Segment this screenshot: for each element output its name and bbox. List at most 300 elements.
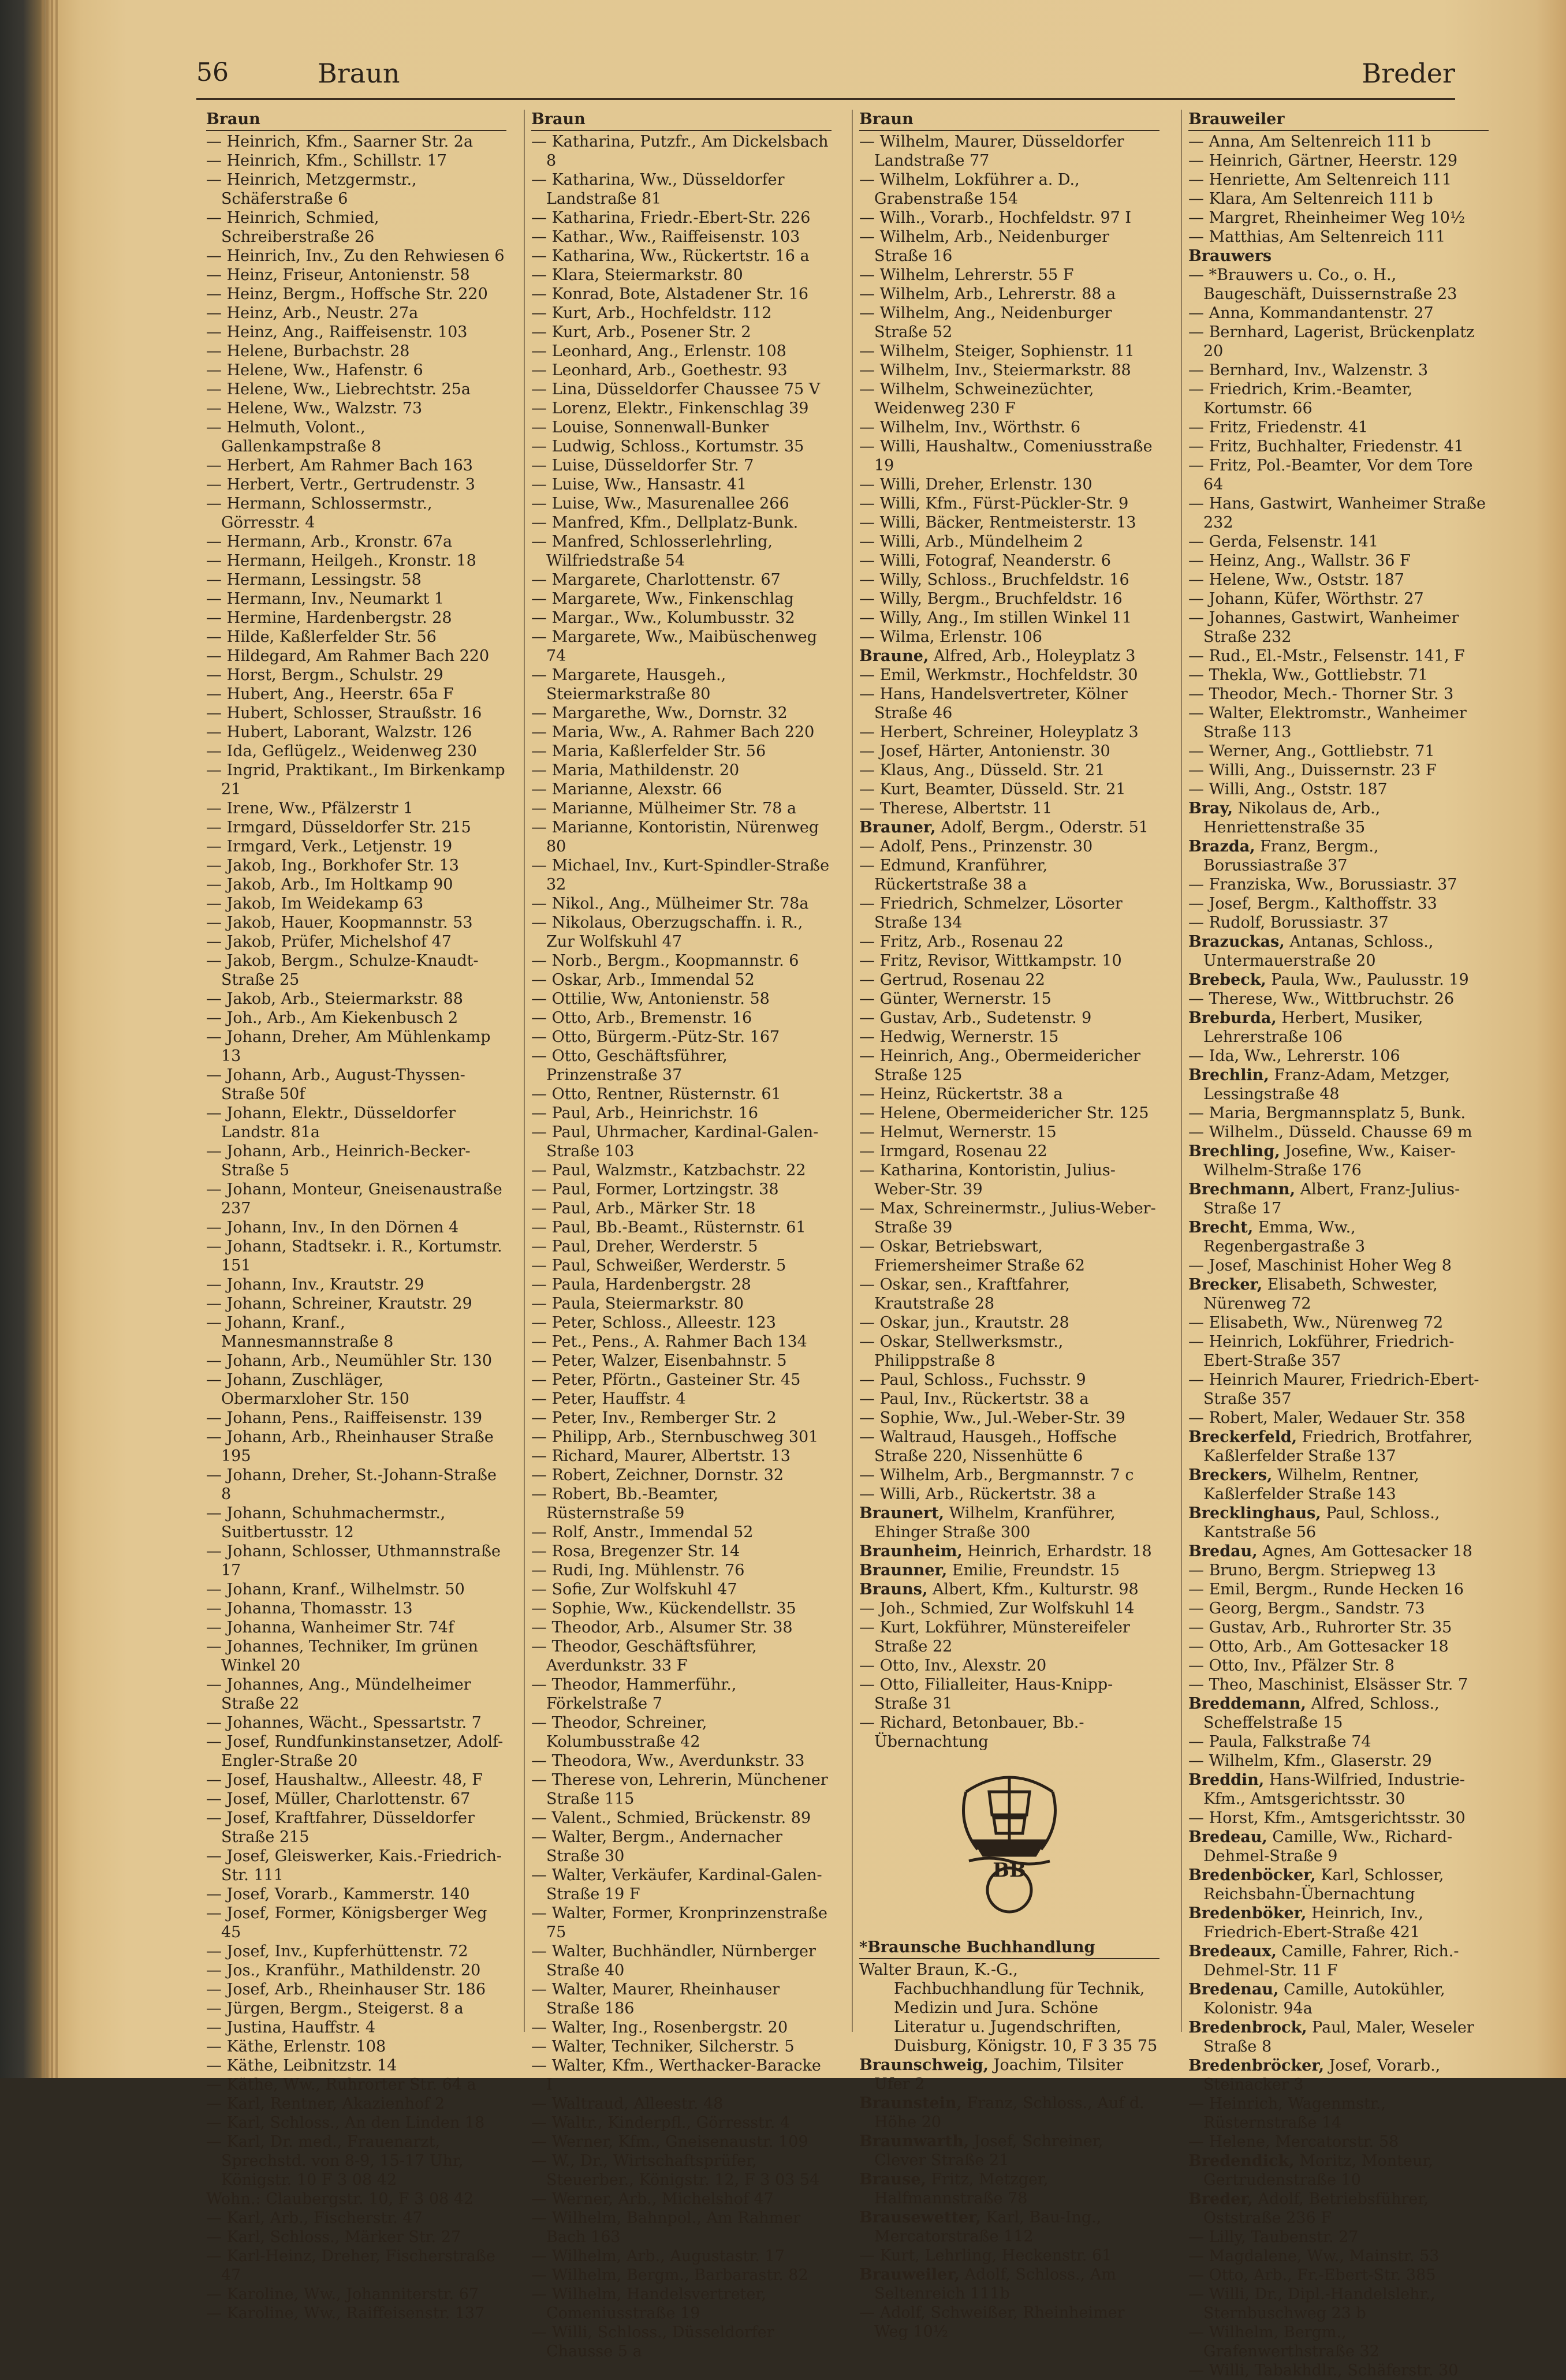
directory-entry <box>859 761 1159 780</box>
directory-entry <box>531 1980 832 2018</box>
entry-text: — Paul, Walzmstr., Katzbachstr. 22 <box>531 1161 806 1179</box>
entry-text: — Paul, Uhrmacher, Kardinal-Galen-Straße 103 <box>531 1123 819 1160</box>
entry-text: — Kurt, Beamter, Düsseld. Str. 21 <box>859 780 1126 798</box>
entry-text: — Walter, Elektromstr., Wanheimer Straße 113 <box>1188 704 1467 741</box>
entry-surname: Bredenau, <box>1188 1981 1279 1998</box>
entry-text: — Josef, Kraftfahrer, Düsseldorfer Straße 215 <box>206 1809 475 1846</box>
directory-entry <box>206 246 506 266</box>
entry-text: — Margarethe, Ww., Dornstr. 32 <box>531 704 788 722</box>
directory-entry <box>1188 437 1489 456</box>
entry-text: — Hermine, Hardenbergstr. 28 <box>206 609 452 627</box>
entry-surname: Braune, <box>859 647 929 665</box>
directory-entry <box>859 989 1159 1008</box>
directory-entry <box>531 532 832 570</box>
entry-text: — Theodor, Arb., Alsumer Str. 38 <box>531 1619 793 1637</box>
entry-text: — Adolf, Pens., Prinzenstr. 30 <box>859 838 1093 855</box>
entry-text: — Käthe, Ww., Ruhrorter Str. 64 a <box>206 2076 476 2094</box>
entry-text: — Wilhelm, Kfm., Glaserstr. 29 <box>1188 1752 1432 1770</box>
directory-entry <box>1188 151 1489 170</box>
entry-text: — Heinrich, Kfm., Saarner Str. 2a <box>206 133 473 151</box>
directory-entry <box>206 399 506 418</box>
entry-text: Josefine, Ww., Kaiser-Wilhelm-Straße 176 <box>1203 1142 1456 1179</box>
directory-entry <box>206 1370 506 1408</box>
directory-entry <box>859 2246 1159 2265</box>
entry-text: — Georg, Bergm., Sandstr. 73 <box>1188 1600 1425 1617</box>
entry-text: — Ingrid, Praktikant., Im Birkenkamp 21 <box>206 761 505 798</box>
directory-entry <box>206 551 506 570</box>
directory-entry <box>206 742 506 761</box>
entry-text: — Josef, Rundfunkinstansetzer, Adolf-Engler-Straße 20 <box>206 1733 504 1770</box>
entry-text: — Willi, Arb., Mündelheim 2 <box>859 533 1083 551</box>
entry-text: — Heinrich, Ang., Obermeidericher Straße 125 <box>859 1047 1140 1084</box>
directory-entry <box>206 2228 506 2247</box>
entry-text: — Theodor, Geschäftsführer, Averdunkstr. 33 F <box>531 1638 757 1675</box>
entry-text: Hans-Wilfried, Industrie-Kfm., Amtsgerichtsstr. 30 <box>1203 1771 1465 1808</box>
entry-text: — Heinrich, Kfm., Schillstr. 17 <box>206 152 447 170</box>
entry-text: — Marianne, Alexstr. 66 <box>531 780 722 798</box>
entry-text: — W., Dr., Wirtschaftsprüfer, Steuerber., Königstr. 12, F 3 03 54 <box>531 2152 820 2189</box>
directory-entry <box>206 1218 506 1237</box>
entry-text: — Oskar, Stellwerksmstr., Philippstraße 8 <box>859 1333 1064 1370</box>
entry-text: — Johanna, Wanheimer Str. 74f <box>206 1619 454 1637</box>
entry-text: — Rolf, Anstr., Immendal 52 <box>531 1523 754 1541</box>
entry-text: — Josef, Müller, Charlottenstr. 67 <box>206 1790 471 1808</box>
directory-entry <box>531 1485 832 1523</box>
entry-surname: Braunert, <box>859 1504 945 1522</box>
entry-text: — Therese von, Lehrerin, Münchener Straße 115 <box>531 1771 828 1808</box>
directory-entry <box>531 1370 832 1389</box>
directory-entry <box>1188 1656 1489 1675</box>
directory-entry <box>1188 208 1489 227</box>
entry-text: — Sophie, Ww., Kückendellstr. 35 <box>531 1600 796 1617</box>
directory-entry <box>1188 2018 1489 2056</box>
directory-entry <box>859 2132 1159 2170</box>
entry-text: Camille, Fahrer, Rich.-Dehmel-Str. 11 F <box>1203 1942 1459 1979</box>
directory-entry <box>1188 666 1489 685</box>
entry-text: — Otto, Arb., Bremenstr. 16 <box>531 1009 752 1027</box>
entry-text: — Heinrich, Wagenmstr., Rüsternstraße 14 <box>1188 2095 1386 2132</box>
directory-entry <box>206 1942 506 1961</box>
directory-entry <box>1188 170 1489 189</box>
entry-surname: Brechling, <box>1188 1142 1280 1160</box>
entry-surname: Breburda, <box>1188 1009 1277 1027</box>
directory-entry <box>1188 323 1489 361</box>
directory-entry <box>206 1770 506 1789</box>
entry-text: — Ludwig, Schloss., Kortumstr. 35 <box>531 438 804 455</box>
entry-text: — Johann, Schreiner, Krautstr. 29 <box>206 1295 472 1313</box>
directory-entry <box>531 608 832 627</box>
directory-entry <box>206 380 506 399</box>
directory-entry <box>1188 1275 1489 1313</box>
entry-text: — Theo, Maschinist, Elsässer Str. 7 <box>1188 1676 1468 1694</box>
directory-entry <box>859 494 1159 513</box>
directory-entry <box>206 1066 506 1104</box>
directory-entry <box>206 875 506 894</box>
directory-entry <box>1188 2094 1489 2132</box>
directory-entry <box>859 1599 1159 1618</box>
entry-text: — Louise, Sonnenwall-Bunker <box>531 419 769 436</box>
entry-text: — Kurt, Lokführer, Münstereifeler Straße 22 <box>859 1619 1130 1656</box>
directory-entry <box>206 1847 506 1885</box>
directory-entry <box>531 132 832 170</box>
directory-column-1 <box>206 110 506 2322</box>
column-heading: Braun <box>531 110 586 128</box>
directory-entry <box>531 780 832 799</box>
entry-text: — Helmuth, Volont., Gallenkampstraße 8 <box>206 419 382 455</box>
entry-text: — Paula, Steiermarkstr. 80 <box>531 1295 744 1313</box>
directory-entry <box>859 170 1159 208</box>
entry-text: — Heinz, Ang., Wallstr. 36 F <box>1188 552 1411 570</box>
entry-text: — Johann, Inv., In den Dörnen 4 <box>206 1219 459 1236</box>
entry-text: — Herbert, Am Rahmer Bach 163 <box>206 457 473 474</box>
entry-text: — Werner, Kfm., Gneisenaustr. 109 <box>531 2133 808 2151</box>
entry-text: — Jakob, Arb., Im Holtkamp 90 <box>206 876 453 894</box>
entry-text: — Heinz, Arb., Neustr. 27a <box>206 304 419 322</box>
directory-entry <box>1188 761 1489 780</box>
directory-entry <box>1188 647 1489 666</box>
directory-entry <box>531 1866 832 1904</box>
entry-text: — Johanna, Thomasstr. 13 <box>206 1600 413 1617</box>
entry-text: Paula, Ww., Paulusstr. 19 <box>1266 971 1469 989</box>
directory-entry <box>531 399 832 418</box>
directory-entry <box>206 1275 506 1294</box>
entry-text: Wilhelm, Rentner, Kaßlerfelder Straße 143 <box>1203 1466 1419 1503</box>
directory-entry <box>531 2094 832 2113</box>
directory-entry <box>206 1789 506 1809</box>
directory-entry <box>1188 494 1489 532</box>
directory-entry <box>859 1142 1159 1161</box>
directory-entry <box>859 627 1159 647</box>
entry-text: — Paul, Schweißer, Werderstr. 5 <box>531 1257 786 1275</box>
directory-entry <box>859 799 1159 818</box>
entry-text: — Helmut, Wernerstr. 15 <box>859 1123 1057 1141</box>
directory-entry <box>531 989 832 1008</box>
directory-entry <box>531 1218 832 1237</box>
entry-text: — Wilhelm, Arb., Lehrerstr. 88 a <box>859 285 1116 303</box>
directory-entry <box>206 666 506 685</box>
entry-text: — Fritz, Arb., Rosenau 22 <box>859 933 1064 951</box>
column-heading: *Braunsche Buchhandlung <box>859 1938 1095 1956</box>
entry-text: — Klaus, Ang., Düsseld. Str. 21 <box>859 761 1105 779</box>
directory-entry <box>206 894 506 913</box>
directory-entry <box>531 818 832 856</box>
directory-entry <box>206 818 506 837</box>
entry-text: — Kurt, Arb., Posener Str. 2 <box>531 323 751 341</box>
entry-text: — Josef, Gleiswerker, Kais.-Friedrich-Str. 111 <box>206 1847 502 1884</box>
entry-text: — Walter, Maurer, Rheinhauser Straße 186 <box>531 1981 780 2017</box>
entry-text: — Philipp, Arb., Sternbuschweg 301 <box>531 1428 819 1446</box>
directory-entry <box>531 227 832 246</box>
logo-monogram: BB <box>993 1859 1026 1882</box>
entry-text: — Paul, Schloss., Fuchsstr. 9 <box>859 1371 1086 1389</box>
entry-text: — Katharina, Ww., Düsseldorfer Landstraße 81 <box>531 171 785 208</box>
directory-entry <box>1188 380 1489 418</box>
entry-text: Adolf, Schloss., Am Seltenreich 111b <box>874 2266 1116 2303</box>
entry-text: Josef, Vorarb., Steinacker 3 <box>1203 2057 1441 2094</box>
entry-text: — Johannes, Ang., Mündelheimer Straße 22 <box>206 1676 471 1713</box>
entry-text: — Johann, Dreher, Am Mühlenkamp 13 <box>206 1028 491 1065</box>
directory-entry <box>1188 1180 1489 1218</box>
entry-text: — Peter, Inv., Remberger Str. 2 <box>531 1409 777 1427</box>
entry-text: Moritz, Monteur, Gertrudenstraße 10 <box>1203 2152 1433 2189</box>
entry-text: — Willi, Tabakhdlr., Schäferstr. 30 <box>1188 2362 1459 2379</box>
directory-entry <box>206 932 506 951</box>
entry-text: — Wilhelm, Schweinezüchter, Weidenweg 230 F <box>859 380 1094 417</box>
directory-entry <box>1188 589 1489 608</box>
entry-text: — Lina, Düsseldorfer Chaussee 75 V <box>531 380 821 398</box>
entry-text: — Helene, Burbachstr. 28 <box>206 342 410 360</box>
directory-entry <box>531 1809 832 1828</box>
entry-text: Walter Braun, K.-G., Fachbuchhandlung für Technik, Medizin und Jura. Schöne Literatur u. Jugendschriften, Duisburg, Königstr. 10, F 3 35 75 <box>859 1961 1158 2055</box>
directory-entry <box>1188 570 1489 589</box>
directory-entry <box>531 2247 832 2266</box>
entry-text: — Walter, Verkäufer, Kardinal-Galen-Straße 19 F <box>531 1866 822 1903</box>
directory-entry <box>206 951 506 989</box>
directory-entry <box>206 2132 506 2190</box>
directory-entry <box>206 2304 506 2323</box>
entry-text: — Otto, Arb., Am Gottesacker 18 <box>1188 1638 1449 1656</box>
directory-column-2 <box>531 110 832 2360</box>
entry-surname: Bredau, <box>1188 1542 1258 1560</box>
entry-text: — Johann, Dreher, St.-Johann-Straße 8 <box>206 1466 497 1503</box>
entry-text: — Käthe, Erlenstr. 108 <box>206 2038 386 2056</box>
directory-entry <box>1188 2056 1489 2094</box>
entry-text: — Willi, Dr., Dipl.-Handelslehr., Sternbuschweg 23 b <box>1188 2285 1435 2322</box>
entry-text: — Johann, Arb., Rheinhauser Straße 195 <box>206 1428 494 1465</box>
running-head-right: Breder <box>1362 58 1455 89</box>
directory-entry <box>859 1370 1159 1389</box>
directory-entry <box>859 1713 1159 1751</box>
entry-text: — Katharina, Ww., Rückertstr. 16 a <box>531 247 810 265</box>
directory-entry <box>531 513 832 532</box>
directory-entry <box>859 475 1159 494</box>
directory-entry <box>1188 1618 1489 1637</box>
bookshop-advert <box>859 1938 1159 2056</box>
directory-entry <box>206 589 506 608</box>
entry-text: — Otto, Geschäftsführer, Prinzenstraße 37 <box>531 1047 728 1084</box>
entry-text: — Paula, Hardenbergstr. 28 <box>531 1276 751 1294</box>
directory-entry <box>531 1085 832 1104</box>
entry-text: — Karoline, Ww., Johanniterstr. 67 <box>206 2285 479 2303</box>
directory-entry <box>859 1542 1159 1561</box>
directory-entry <box>859 1008 1159 1028</box>
directory-entry <box>1188 1675 1489 1694</box>
entry-text: — Maria, Kaßlerfelder Str. 56 <box>531 742 766 760</box>
entry-text: — Herbert, Schreiner, Holeyplatz 3 <box>859 723 1139 741</box>
directory-entry <box>1188 1408 1489 1428</box>
entry-text: — Fritz, Friedenstr. 41 <box>1188 419 1369 436</box>
entry-text: — Therese, Ww., Wittbruchstr. 26 <box>1188 990 1455 1008</box>
entry-text: — Friedrich, Krim.-Beamter, Kortumstr. 66 <box>1188 380 1413 417</box>
entry-text: — Fritz, Revisor, Wittkampstr. 10 <box>859 952 1122 970</box>
entry-text: — Michael, Inv., Kurt-Spindler-Straße 32 <box>531 857 830 894</box>
directory-entry <box>531 1447 832 1466</box>
directory-entry <box>1188 1047 1489 1066</box>
entry-surname: Brechmann, <box>1188 1180 1296 1198</box>
entry-text: — Johann, Schlosser, Uthmannstraße 17 <box>206 1542 501 1579</box>
entry-text: — Margarete, Ww., Finkenschlag <box>531 590 794 608</box>
entry-text: — Margarete, Ww., Maibüschenweg 74 <box>531 628 818 665</box>
column-divider <box>1181 110 1182 2032</box>
entry-text: — Hilde, Kaßlerfelder Str. 56 <box>206 628 437 646</box>
entry-text: — Robert, Maler, Wedauer Str. 358 <box>1188 1409 1466 1427</box>
directory-entry <box>859 227 1159 266</box>
directory-entry <box>1188 1256 1489 1275</box>
directory-entry <box>206 1732 506 1770</box>
directory-entry <box>1188 970 1489 989</box>
entry-text: — Werner, Arb., Michelshof 47 <box>531 2190 774 2208</box>
entry-surname: Brecht, <box>1188 1219 1254 1236</box>
entry-text: — Paul, Dreher, Werderstr. 5 <box>531 1238 758 1256</box>
directory-entry <box>206 2209 506 2228</box>
directory-entry <box>206 1408 506 1428</box>
entry-text: — Johann, Zuschläger, Obermarxloher Str. 150 <box>206 1371 409 1408</box>
directory-entry <box>859 951 1159 970</box>
entry-text: — Bernhard, Inv., Walzenstr. 3 <box>1188 361 1429 379</box>
directory-entry <box>859 647 1159 666</box>
entry-text: — Johann, Schuhmachermstr., Suitbertusstr. 12 <box>206 1504 446 1541</box>
entry-text: — Margarete, Charlottenstr. 67 <box>531 571 781 589</box>
entry-text: — Johann, Arb., August-Thyssen-Straße 50f <box>206 1066 465 1103</box>
directory-entry <box>531 723 832 742</box>
entry-text: — Richard, Maurer, Albertstr. 13 <box>531 1447 791 1465</box>
entry-text: — Oskar, sen., Kraftfahrer, Krautstraße 28 <box>859 1276 1071 1313</box>
entry-text: — Katharina, Friedr.-Ebert-Str. 226 <box>531 209 811 227</box>
entry-text: — Karl, Dr. med., Frauenarzt, Sprechstd. von 8-9, 15-17 Uhr, Königstr. 10 F 3 08 42 <box>206 2133 464 2189</box>
directory-entry <box>531 208 832 227</box>
entry-text: — Helene, Ww., Walzstr. 73 <box>206 399 423 417</box>
entry-text: Adolf, Betriebsführer, Oststraße 236 F <box>1203 2190 1429 2227</box>
entry-text: Emilie, Freundstr. 15 <box>947 1561 1120 1579</box>
entry-text: — Walter, Techniker, Silcherstr. 5 <box>531 2038 795 2056</box>
entry-text: — Hermann, Inv., Neumarkt 1 <box>206 590 445 608</box>
directory-entry <box>206 2037 506 2056</box>
directory-entry <box>531 2323 832 2361</box>
directory-entry <box>531 1028 832 1047</box>
directory-entry <box>206 608 506 627</box>
entry-surname: Breckers, <box>1188 1466 1273 1484</box>
entry-text: — Wilhelm., Düsseld. Chausse 69 m <box>1188 1123 1472 1141</box>
page-header <box>196 52 1455 100</box>
column-heading: Brauweiler <box>1188 110 1285 128</box>
entry-text: — Robert, Bb.-Beamter, Rüsternstraße 59 <box>531 1485 719 1522</box>
entry-text: — Willi, Schloss., Düsseldorfer Chausse 5 a <box>531 2323 774 2360</box>
directory-entry <box>531 570 832 589</box>
directory-entry <box>206 2285 506 2304</box>
entry-text: — Luise, Ww., Masurenallee 266 <box>531 495 789 513</box>
directory-entry <box>859 1504 1159 1542</box>
directory-entry <box>206 2094 506 2113</box>
column-heading: Brauwers <box>1188 247 1272 265</box>
directory-entry <box>1188 361 1489 380</box>
entry-text: — Wilhelm, Steiger, Sophienstr. 11 <box>859 342 1135 360</box>
entry-text: — Otto, Filialleiter, Haus-Knipp-Straße 31 <box>859 1676 1113 1713</box>
directory-entry <box>531 742 832 761</box>
entry-text: — Wilhelm, Arb., Bergmannstr. 7 c <box>859 1466 1134 1484</box>
entry-text: — Fritz, Buchhalter, Friedenstr. 41 <box>1188 438 1464 455</box>
directory-entry <box>531 1599 832 1618</box>
bookshop-ship-logo <box>954 1769 1064 1919</box>
entry-text: — Horst, Kfm., Amtsgerichtsstr. 30 <box>1188 1809 1466 1827</box>
entry-text: — Herbert, Vertr., Gertrudenstr. 3 <box>206 476 475 494</box>
directory-entry <box>531 437 832 456</box>
entry-text: — Klara, Steiermarkstr. 80 <box>531 266 743 284</box>
entry-text: — Hildegard, Am Rahmer Bach 220 <box>206 647 490 665</box>
directory-entry <box>1188 2228 1489 2247</box>
entry-text: — Hans, Handelsvertreter, Kölner Straße 46 <box>859 685 1128 722</box>
entry-text: — Jakob, Bergm., Schulze-Knaudt-Straße 25 <box>206 952 479 989</box>
directory-entry <box>859 1275 1159 1313</box>
entry-text: — Theodor, Schreiner, Kolumbusstraße 42 <box>531 1714 707 1751</box>
entry-text: — Valent., Schmied, Brückenstr. 89 <box>531 1809 811 1827</box>
entry-text: — Otto, Inv., Alexstr. 20 <box>859 1657 1047 1675</box>
directory-entry <box>859 894 1159 932</box>
entry-text: — Robert, Zeichner, Dornstr. 32 <box>531 1466 784 1484</box>
directory-entry <box>531 1313 832 1332</box>
entry-text: Paul, Maler, Weseler Straße 8 <box>1203 2019 1474 2056</box>
entry-text: Karl, Bau-Ing., Mercatorstraße 112 <box>874 2209 1102 2246</box>
entry-text: — Karl, Schloss., Märker Str. 27 <box>206 2228 461 2246</box>
directory-entry <box>1188 304 1489 323</box>
entry-text: — Josef, Vorarb., Kammerstr. 140 <box>206 1885 470 1903</box>
directory-entry <box>1188 1504 1489 1542</box>
directory-entry <box>1188 1332 1489 1370</box>
directory-entry <box>531 1237 832 1256</box>
directory-entry <box>859 132 1159 170</box>
entry-text: — Helene, Obermeidericher Str. 125 <box>859 1104 1149 1122</box>
directory-entry <box>531 361 832 380</box>
entry-text: — Wilhelm, Inv., Steiermarkstr. 88 <box>859 361 1131 379</box>
directory-entry <box>1188 2247 1489 2266</box>
directory-entry <box>531 2018 832 2037</box>
directory-entry <box>1188 1942 1489 1980</box>
entry-text: — Willy, Bergm., Bruchfeldstr. 16 <box>859 590 1123 608</box>
directory-entry <box>859 1675 1159 1713</box>
directory-entry <box>206 323 506 342</box>
entry-text: — Pet., Pens., A. Rahmer Bach 134 <box>531 1333 807 1351</box>
directory-column-3 <box>859 110 1159 2341</box>
entry-surname: Braunner, <box>859 1561 948 1579</box>
entry-text: — Waltraud, Hausgeh., Hoffsche Straße 220, Nissenhütte 6 <box>859 1428 1117 1465</box>
entry-text: — Willy, Ang., Im stillen Winkel 11 <box>859 609 1132 627</box>
entry-text: Adolf, Bergm., Oderstr. 51 <box>935 819 1149 836</box>
entry-text: — Wilhelm, Lehrerstr. 55 F <box>859 266 1074 284</box>
entry-text: — Hermann, Heilgeh., Kronstr. 18 <box>206 552 476 570</box>
entry-text: — Jürgen, Bergm., Steigerst. 8 a <box>206 2000 464 2017</box>
entry-text: — Willi, Arb., Rückertstr. 38 a <box>859 1485 1096 1503</box>
directory-entry <box>531 266 832 285</box>
directory-entry <box>206 1580 506 1599</box>
directory-entry <box>531 170 832 208</box>
entry-text: — Wilhelm, Ang., Neidenburger Straße 52 <box>859 304 1112 341</box>
entry-text: — Heinz, Friseur, Antonienstr. 58 <box>206 266 470 284</box>
entry-text: — Heinrich Maurer, Friedrich-Ebert-Straße 357 <box>1188 1371 1479 1408</box>
directory-entry <box>531 1751 832 1770</box>
directory-entry <box>1188 1066 1489 1104</box>
directory-entry <box>206 2018 506 2037</box>
directory-entry <box>1188 1142 1489 1180</box>
directory-entry <box>206 132 506 151</box>
entry-surname: Brazda, <box>1188 838 1255 855</box>
entry-text: — Bernhard, Lagerist, Brückenplatz 20 <box>1188 323 1475 360</box>
directory-entry <box>531 1713 832 1751</box>
directory-entry <box>206 1980 506 1999</box>
directory-entry <box>859 532 1159 551</box>
entry-text: — Walter, Kfm., Werthacker-Baracke I <box>531 2057 821 2094</box>
directory-entry <box>1188 608 1489 647</box>
directory-entry <box>1188 1580 1489 1599</box>
directory-entry <box>206 532 506 551</box>
